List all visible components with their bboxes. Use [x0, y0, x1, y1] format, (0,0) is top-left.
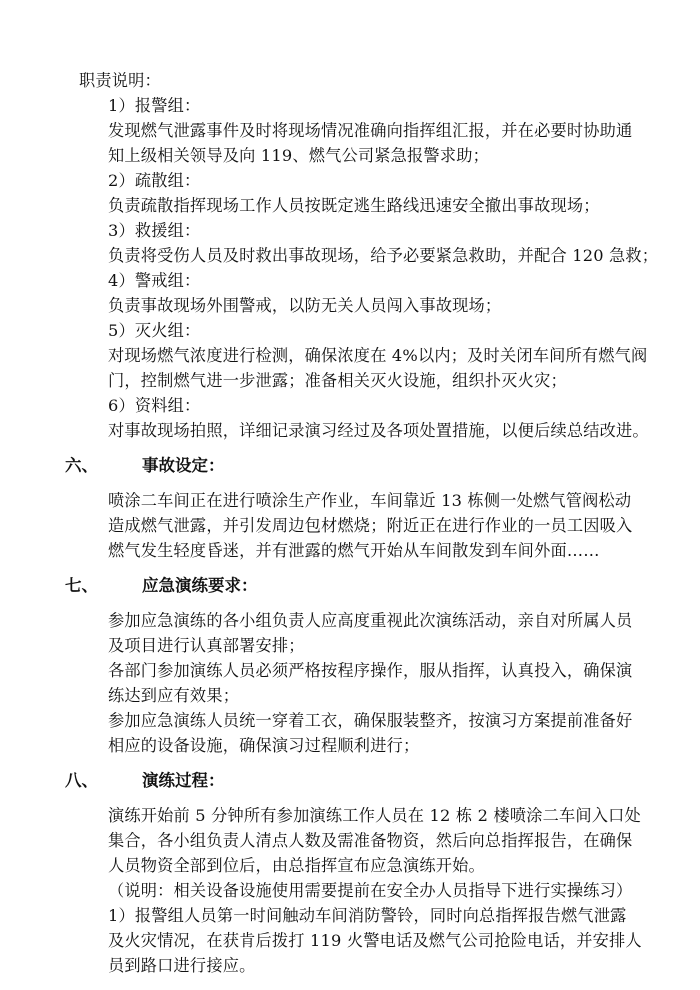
duty-text: 门，控制燃气进一步泄露；准备相关灭火设施，组织扑灭火灾； — [108, 371, 567, 390]
section-text: 造成燃气泄露，并引发周边包材燃烧；附近正在进行作业的一员工因吸入 — [108, 516, 633, 535]
section-text: 参加应急演练的各小组负责人应高度重视此次演练活动，亲自对所属人员 — [108, 611, 633, 630]
section-text: 人员物资全部到位后，由总指挥宣布应急演练开始。 — [108, 856, 485, 875]
section-text: 喷涂二车间正在进行喷涂生产作业，车间靠近 13 栋侧一处燃气管阀松动 — [108, 491, 632, 510]
section-text: 参加应急演练人员统一穿着工衣，确保服装整齐，按演习方案提前准备好 — [108, 711, 633, 730]
section-text: 及项目进行认真部署安排； — [108, 636, 305, 655]
section-number: 八、 — [65, 771, 98, 790]
duty-title: 6）资料组： — [108, 396, 201, 415]
duty-text: 发现燃气泄露事件及时将现场情况准确向指挥组汇报，并在必要时协助通 — [108, 121, 633, 140]
section-title: 事故设定： — [142, 456, 225, 475]
section-text: 各部门参加演练人员必须严格按程序操作，服从指挥，认真投入，确保演 — [108, 661, 633, 680]
section-text: 员到路口进行接应。 — [108, 956, 256, 975]
section-text: 集合，各小组负责人清点人数及需准备物资，然后向总指挥报告，在确保 — [108, 831, 633, 850]
duty-title: 3）救援组： — [108, 221, 201, 240]
section-text: 及火灾情况，在获肯后拨打 119 火警电话及燃气公司抢险电话，并安排人 — [108, 931, 642, 950]
section-text: 1）报警组人员第一时间触动车间消防警铃，同时向总指挥报告燃气泄露 — [108, 906, 627, 925]
duty-text: 知上级相关领导及向 119、燃气公司紧急报警求助； — [108, 146, 489, 165]
duty-text: 对现场燃气浓度进行检测，确保浓度在 4%以内；及时关闭车间所有燃气阀 — [108, 346, 648, 365]
duty-text: 负责将受伤人员及时救出事故现场，给予必要紧急救助，并配合 120 急救； — [108, 246, 659, 265]
section-text: 练达到应有效果； — [108, 686, 240, 705]
duty-text: 负责事故现场外围警戒，以防无关人员闯入事故现场； — [108, 296, 502, 315]
intro-label: 职责说明： — [79, 71, 161, 90]
duty-title: 1）报警组： — [108, 96, 201, 115]
section-number: 七、 — [65, 576, 98, 595]
duty-title: 4）警戒组： — [108, 271, 201, 290]
duty-title: 2）疏散组： — [108, 171, 201, 190]
section-note: （说明：相关设备设施使用需要提前在安全办人员指导下进行实操练习） — [108, 881, 633, 900]
section-text: 演练开始前 5 分钟所有参加演练工作人员在 12 栋 2 楼喷涂二车间入口处 — [108, 806, 641, 825]
section-text: 燃气发生轻度昏迷，并有泄露的燃气开始从车间散发到车间外面…… — [108, 541, 600, 560]
duty-title: 5）灭火组： — [108, 321, 201, 340]
duty-text: 负责疏散指挥现场工作人员按既定逃生路线迅速安全撤出事故现场； — [108, 196, 600, 215]
duty-text: 对事故现场拍照，详细记录演习经过及各项处置措施，以便后续总结改进。 — [108, 421, 649, 440]
section-title: 应急演练要求： — [142, 576, 258, 595]
section-number: 六、 — [65, 456, 98, 475]
section-title: 演练过程： — [142, 771, 225, 790]
section-text: 相应的设备设施，确保演习过程顺利进行； — [108, 736, 420, 755]
